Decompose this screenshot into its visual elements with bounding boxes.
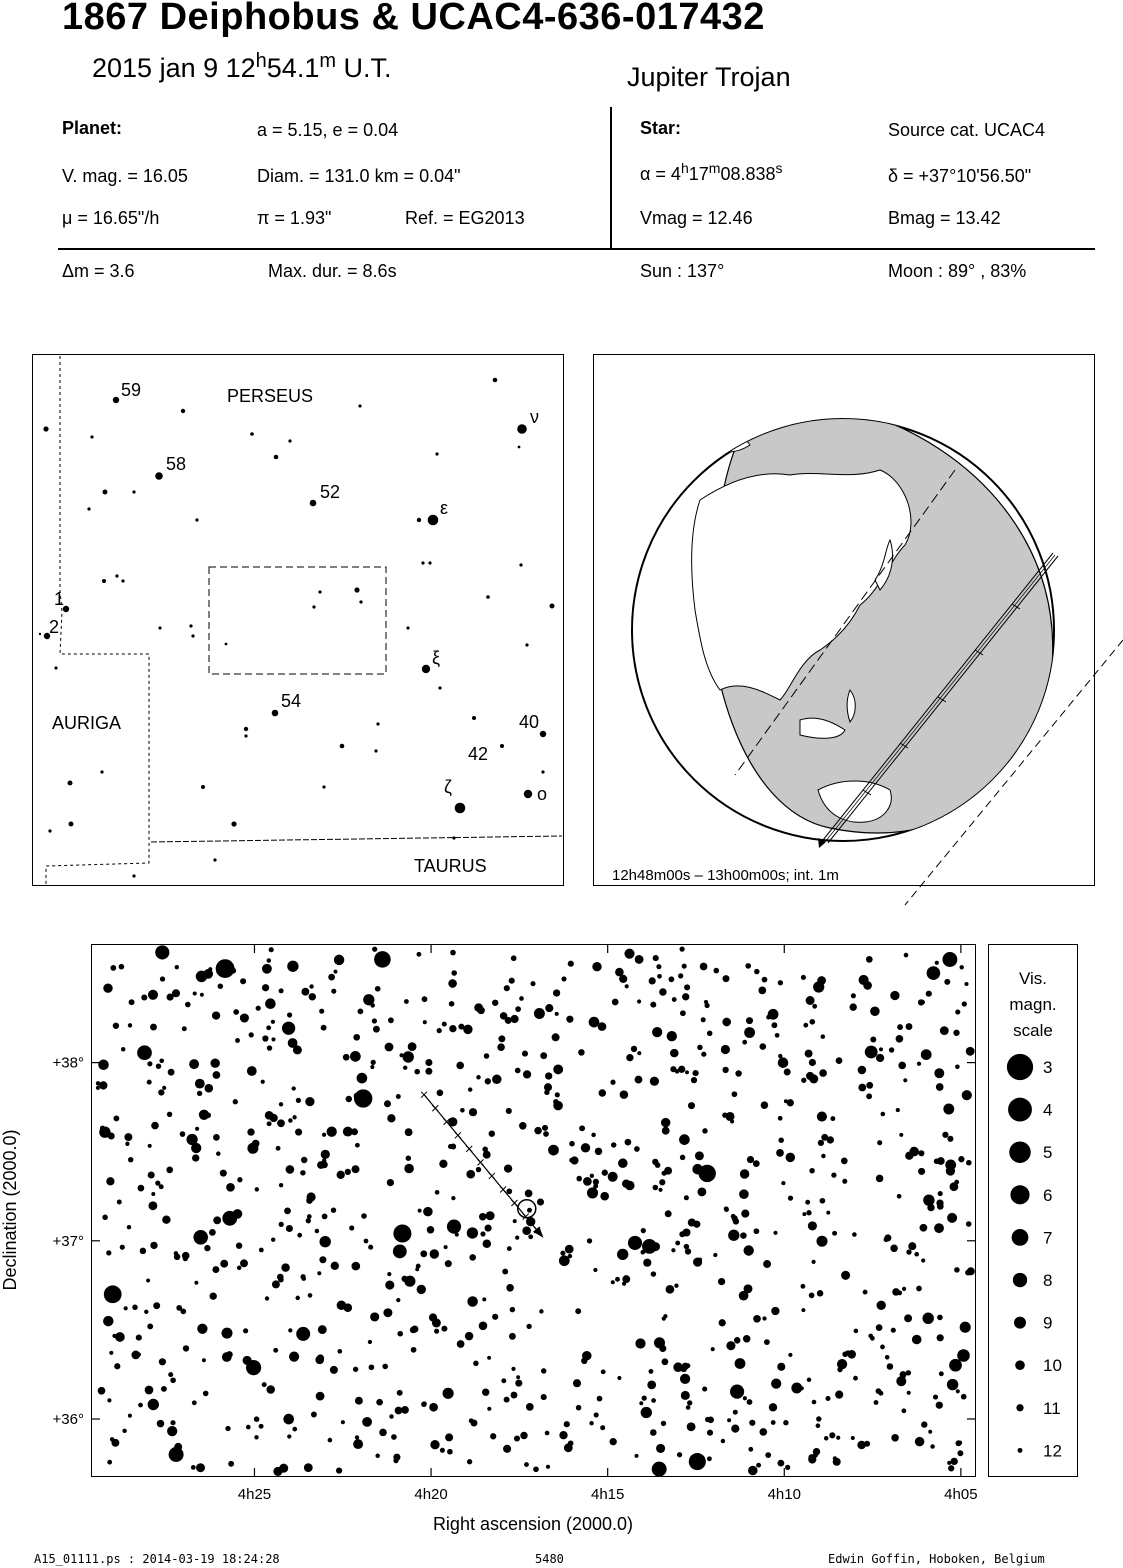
date-suffix: U.T. (336, 53, 392, 83)
planet-vmag: V. mag. = 16.05 (62, 166, 188, 186)
date-mid: 54.1 (266, 53, 320, 83)
star-heading: Star: (640, 118, 682, 138)
ra-s: s (775, 160, 783, 176)
finder-label-epsilon: ε (440, 498, 449, 518)
footer-id: 5480 (535, 1552, 564, 1566)
legend-mag-label: 7 (1043, 1228, 1053, 1248)
sun-elongation: Sun : 137° (640, 261, 725, 281)
legend-dot (1014, 1317, 1026, 1329)
finder-label-omicron: o (537, 784, 548, 804)
planet-diam: Diam. = 131.0 km = 0.04" (257, 166, 461, 186)
finder-label-42: 42 (468, 744, 489, 764)
legend-title: magn. (1009, 995, 1057, 1014)
x-tick-label: 4h20 (414, 1486, 448, 1503)
date-m: m (319, 50, 337, 72)
ra-h: h (680, 160, 689, 176)
legend-title: scale (1013, 1021, 1053, 1040)
x-axis-label: Right ascension (2000.0) (432, 1514, 634, 1534)
ra-m: m (708, 160, 721, 176)
legend-mag-label: 3 (1043, 1058, 1053, 1077)
x-tick-label: 4h25 (237, 1486, 272, 1503)
delta-mag: Δm = 3.6 (62, 261, 135, 281)
globe-caption: 12h48m00s – 13h00m00s; int. 1m (612, 867, 839, 884)
legend-mag-label: 11 (1043, 1398, 1061, 1418)
finder-label-1: 1 (54, 589, 65, 609)
y-tick-label: +38° (52, 1054, 84, 1072)
y-tick-label: +36° (52, 1410, 84, 1428)
footer-author: Edwin Goffin, Hoboken, Belgium (828, 1552, 1045, 1566)
legend-title: Vis. (1018, 969, 1048, 988)
legend-dot (1012, 1229, 1029, 1246)
planet-parallax: π = 1.93" (257, 208, 332, 228)
x-tick-label: 4h05 (944, 1486, 978, 1503)
legend-mag-label: 9 (1043, 1313, 1053, 1333)
x-tick-label: 4h10 (767, 1486, 801, 1503)
finder-label-xi: ξ (432, 648, 441, 668)
planet-ref: Ref. = EG2013 (405, 208, 525, 228)
finder-label-2: 2 (49, 617, 60, 637)
legend-mag-label: 6 (1043, 1185, 1053, 1205)
ra-a: 17 (688, 164, 709, 184)
legend-dot (1008, 1098, 1032, 1122)
legend-dot (1009, 1141, 1031, 1163)
finder-label-54: 54 (281, 691, 302, 711)
planet-heading: Planet: (62, 118, 123, 138)
finder-label-58: 58 (166, 454, 187, 474)
legend-mag-label: 8 (1043, 1271, 1053, 1290)
legend-dot (1007, 1054, 1033, 1080)
constellation-perseus: PERSEUS (227, 386, 314, 406)
finder-label-40: 40 (519, 712, 540, 732)
legend-mag-label: 10 (1043, 1356, 1062, 1376)
legend-dot (1018, 1448, 1023, 1453)
moon-info: Moon : 89° , 83% (888, 261, 1027, 281)
ra-prefix: α = 4 (640, 164, 681, 184)
planet-motion: μ = 16.65"/h (62, 208, 160, 228)
legend-dot (1016, 1404, 1023, 1411)
legend-dot (1013, 1273, 1027, 1287)
star-bmag: Bmag = 13.42 (888, 208, 1001, 228)
legend-mag-label: 12 (1043, 1441, 1062, 1461)
max-duration: Max. dur. = 8.6s (268, 261, 397, 281)
ra-b: 08.838 (720, 164, 776, 184)
planet-orbit: a = 5.15, e = 0.04 (257, 120, 399, 140)
finder-label-zeta: ζ (444, 777, 452, 797)
finder-label-52: 52 (320, 482, 341, 502)
star-vmag: Vmag = 12.46 (640, 208, 753, 228)
star-dec: δ = +37°10'56.50" (888, 166, 1032, 186)
legend-mag-label: 5 (1043, 1143, 1053, 1163)
x-tick-label: 4h15 (590, 1486, 625, 1503)
constellation-taurus: TAURUS (414, 856, 487, 876)
footer-file: A15_01111.ps : 2014-03-19 18:24:28 (34, 1552, 280, 1566)
date-prefix: 2015 jan 9 12 (92, 53, 256, 83)
legend-mag-label: 4 (1043, 1100, 1053, 1120)
legend-dot (1010, 1185, 1029, 1204)
star-source: Source cat. UCAC4 (888, 120, 1046, 140)
object-class: Jupiter Trojan (627, 62, 791, 92)
page-title: 1867 Deiphobus & UCAC4-636-017432 (62, 0, 765, 38)
constellation-auriga: AURIGA (52, 713, 122, 733)
finder-label-59: 59 (121, 380, 142, 400)
y-axis-label: Declination (2000.0) (0, 1129, 20, 1291)
legend-dot (1015, 1360, 1025, 1370)
finder-label-nu: ν (530, 407, 539, 427)
y-tick-label: +37° (52, 1232, 84, 1250)
date-h: h (255, 50, 267, 72)
